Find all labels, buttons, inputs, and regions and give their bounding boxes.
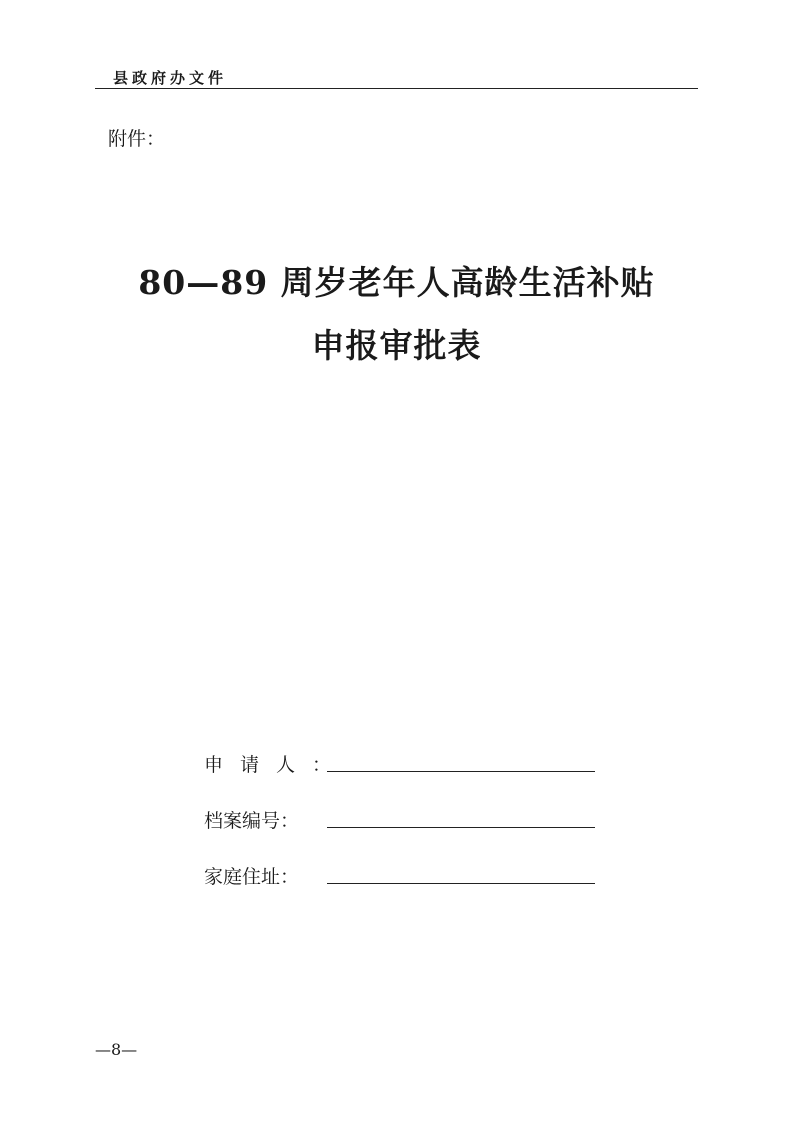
file-number-field[interactable] xyxy=(327,827,595,828)
form-row-applicant xyxy=(204,746,604,802)
header-text: 县政府办文件 xyxy=(113,69,228,87)
applicant-label: 申请人： xyxy=(204,754,349,776)
home-address-label: 家庭住址： xyxy=(204,866,300,888)
file-number-label: 档案编号： xyxy=(204,810,300,832)
page-header xyxy=(95,63,698,89)
application-form xyxy=(204,746,604,914)
document-title-line-1: 80—89 周岁老年人高龄生活补贴 xyxy=(138,263,655,302)
applicant-field[interactable] xyxy=(327,771,595,772)
attachment-label: 附件： xyxy=(108,128,166,150)
page-number: —8— xyxy=(95,1040,138,1059)
home-address-field[interactable] xyxy=(327,883,595,884)
form-row-home-address xyxy=(204,858,604,914)
form-row-file-number xyxy=(204,802,604,858)
document-title-line-2: 申报审批表 xyxy=(311,326,482,365)
